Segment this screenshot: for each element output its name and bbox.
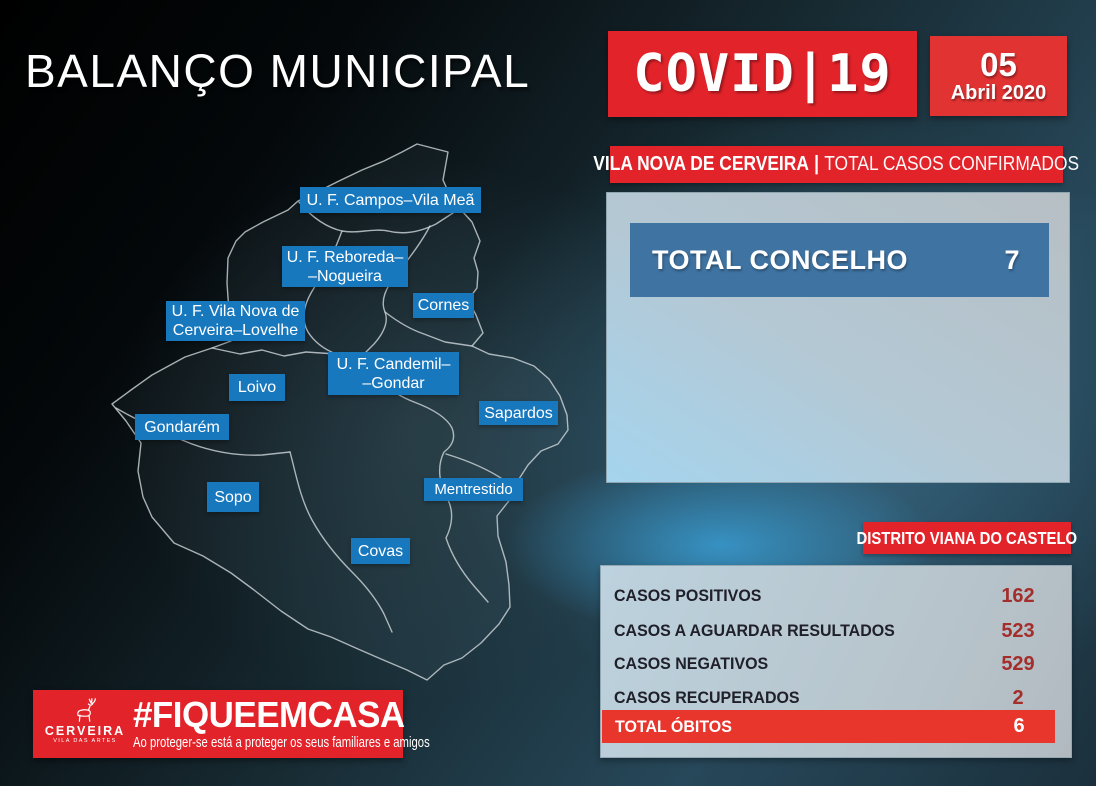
- concelho-header-separator: |: [814, 153, 820, 175]
- logo-subtitle: VILA DAS ARTES: [53, 738, 117, 744]
- district-section-header: DISTRITO VIANA DO CASTELO: [863, 522, 1071, 554]
- row-label: CASOS RECUPERADOS: [614, 688, 800, 707]
- date-month-year: Abril 2020: [950, 82, 1047, 104]
- total-concelho-label: TOTAL CONCELHO: [652, 244, 908, 275]
- table-row: [601, 685, 1071, 711]
- total-obitos-bar: [602, 710, 1055, 743]
- map-label-mentrestido: Mentrestido: [424, 478, 523, 501]
- total-obitos-label: TOTAL ÓBITOS: [615, 717, 732, 736]
- map-label-campos-vila-mea: U. F. Campos–Vila Meã: [300, 187, 481, 213]
- stay-home-banner: [33, 690, 430, 758]
- row-value: 523: [1001, 620, 1035, 642]
- date-day: 05: [980, 46, 1017, 83]
- date-badge: [930, 36, 1067, 116]
- page-title: BALANÇO MUNICIPAL: [25, 45, 531, 97]
- concelho-header-subtitle: TOTAL CASOS CONFIRMADOS: [824, 153, 1080, 175]
- total-obitos-value: 6: [1013, 715, 1025, 737]
- table-row: [601, 651, 1071, 677]
- concelho-header-municipality: VILA NOVA DE CERVEIRA: [593, 153, 810, 175]
- table-row: [601, 618, 1071, 644]
- stay-home-hashtag: #FIQUEEMCASA: [133, 694, 405, 735]
- covid19-badge: [608, 31, 917, 117]
- row-label: CASOS A AGUARDAR RESULTADOS: [614, 621, 895, 640]
- cerveira-logo: [41, 695, 129, 753]
- logo-name: CERVEIRA: [44, 724, 126, 738]
- map-label-cornes: Cornes: [413, 293, 474, 318]
- concelho-section-header: [593, 146, 1080, 183]
- total-concelho-value: 7: [1004, 244, 1020, 275]
- map-label-reboreda-nogueira: U. F. Reboreda– –Nogueira: [282, 246, 408, 287]
- map-label-sopo: Sopo: [207, 482, 259, 512]
- row-label: CASOS POSITIVOS: [614, 586, 762, 605]
- district-stats-panel: [600, 565, 1072, 758]
- stay-home-tagline: Ao proteger-se está a proteger os seus familiares e amigos: [133, 735, 430, 751]
- table-row: [601, 583, 1071, 609]
- total-concelho-bar: [630, 223, 1049, 297]
- covid19-badge-text: COVID|19: [633, 44, 892, 104]
- row-value: 529: [1001, 653, 1035, 675]
- row-label: CASOS NEGATIVOS: [614, 654, 769, 673]
- map-label-vila-nova-cerveira-lovelhe: U. F. Vila Nova de Cerveira–Lovelhe: [166, 301, 305, 341]
- row-value: 162: [1001, 585, 1035, 607]
- map-label-candemil-gondar: U. F. Candemil– –Gondar: [328, 352, 459, 395]
- map-label-covas: Covas: [351, 538, 410, 564]
- map-label-loivo: Loivo: [229, 374, 285, 401]
- deer-icon: [70, 695, 100, 725]
- row-value: 2: [1012, 687, 1024, 709]
- concelho-panel: [606, 192, 1070, 483]
- map-label-sapardos: Sapardos: [479, 401, 558, 425]
- map-label-gondarem: Gondarém: [135, 414, 229, 440]
